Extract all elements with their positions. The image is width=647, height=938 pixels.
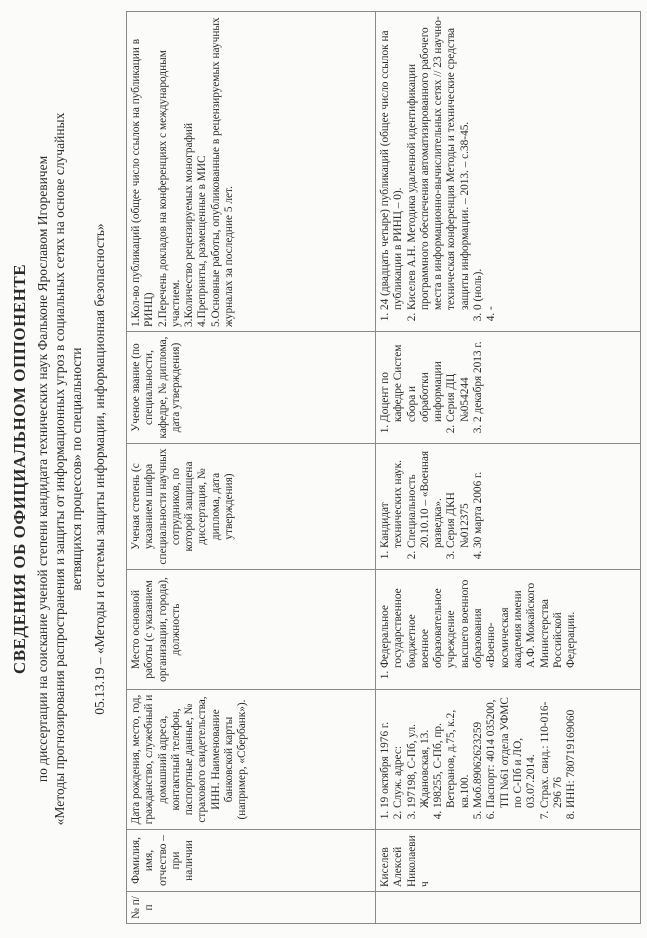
header-degree: Ученая степень (с указанием шифра специальности научных сотрудников, по которой защищена диссертация, № диплома, дата утверждения) xyxy=(127,444,376,570)
table-header-row xyxy=(127,12,376,924)
header-personal: Дата рождения, место, год, гражданство, служебный и домашний адреса, контактный телефон, паспортные данные, № страхового свидетельства, ИНН. Наименование банковской карты (например, «Сбербанк»). xyxy=(127,690,376,830)
specialty-line: 05.13.19 – «Методы и системы защиты информации, информационная безопасность» xyxy=(92,223,107,715)
list-item: 4. 198255, С-Пб, пр. Ветеранов, д.75, к.2, кв.100. xyxy=(432,694,472,808)
header-name: Фамилия, имя, отчество – при наличии xyxy=(127,830,376,892)
cell-publications xyxy=(376,12,641,332)
list-item: 3. 0 (ноль). xyxy=(472,16,485,310)
cell-title xyxy=(376,332,641,444)
subtitle-line-2: «Методы прогнозирования распространения и защиты от информационных угроз в социальных сетях на основе случайных xyxy=(52,112,67,826)
degree-list xyxy=(379,448,485,565)
document-title: СВЕДЕНИЯ ОБ ОФИЦИАЛЬНОМ ОППОНЕНТЕ xyxy=(10,263,29,675)
list-item: 2. Киселев А.Н. Методика удаленной идентификации программного обеспечения автоматизированного рабочего места в информационно-вычислительных сетях // 23 научно-техническая конференция Методы и технические средства защиты информации. – 2013. – с.38-45. xyxy=(406,16,472,310)
list-item: 6. Паспорт: 4014 035200, ТП №61 отдела УФМС по С-Пб и ЛО, 03.07.2014. xyxy=(485,694,538,808)
first-name: Алексей xyxy=(392,846,405,887)
header-publications-item: 2.Перечень докладов на конференциях с международным участием. xyxy=(156,50,182,327)
subtitle-line-1: по диссертации на соискание ученой степени кандидата технических наук Фальконе Ярославом Игоревичем xyxy=(35,155,50,783)
header-title: Ученое звание (по специальности, кафедре, № диплома, дата утверждения) xyxy=(127,332,376,444)
cell-work xyxy=(376,570,641,690)
cell-personal xyxy=(376,690,641,830)
patronymic: Николаевич xyxy=(405,835,431,887)
list-item: 5. Моб.89062623259 xyxy=(472,694,485,808)
list-item: 2. Служ. адрес: xyxy=(392,694,405,808)
header-publications-item: 4.Препринты, размещенные в МИС xyxy=(196,155,209,327)
cell-degree xyxy=(376,444,641,570)
cell-num xyxy=(376,892,641,924)
header-publications-item: 5.Основные работы, опубликованные в рецензируемых научных журналах за последние 5 лет. xyxy=(209,17,236,327)
list-item: 3. 2 декабря 2013 г. xyxy=(472,336,485,422)
list-item: 3. 197198, С-Пб, ул. Ждановская, 13. xyxy=(406,694,433,808)
header-publications-item: 1.Кол-во публикаций (общее число ссылок на публикации в РИНЦ) xyxy=(130,38,156,327)
subtitle-line-3: ветвящихся процессов» по специальности xyxy=(69,347,84,591)
cell-name xyxy=(376,830,641,892)
list-item: 3. Серия ДКН №012375 xyxy=(445,448,472,548)
header-work: Место основной работы (с указанием организации, города), должность xyxy=(127,570,376,690)
list-item: 1. 24 (двадцать четыре) публикаций (общее число ссылок на публикации в РИНЦ – 0). xyxy=(379,16,406,310)
personal-list xyxy=(379,694,578,825)
list-item: 4. 30 марта 2006 г. xyxy=(472,448,485,548)
list-item: 8. ИНН: 780719169060 xyxy=(565,694,578,808)
list-item: 1. Доцент по кафедре Систем сбора и обработки информации xyxy=(379,336,445,422)
header-num: № п/п xyxy=(127,892,376,924)
table-row xyxy=(376,12,641,924)
surname: Киселев xyxy=(379,847,391,887)
opponent-info-table xyxy=(126,11,641,924)
header-publications-item: 3.Количество рецензируемых монографий xyxy=(183,123,196,327)
list-item: 1. Кандидат технических наук. xyxy=(379,448,406,548)
header-publications xyxy=(127,12,376,332)
list-item: 1. 19 октября 1976 г. xyxy=(379,694,392,808)
list-item: 2. Специальность 20.10.10 – «Военная разведка». xyxy=(406,448,446,548)
list-item: 7. Страх. свид.: 110-016-296 76 xyxy=(539,694,566,808)
title-list xyxy=(379,336,485,439)
heading-block xyxy=(10,16,109,922)
list-item: 4. - xyxy=(485,16,498,310)
list-item: 2. Серия ДЦ №054244 xyxy=(445,336,472,422)
list-item: 1. Федеральное государственное бюджетное военное образовательное учреждение высшего военного образования «Военно-космическая академия имени А.Ф. Можайского Министерства Российской Федерации. xyxy=(379,574,578,668)
publications-list xyxy=(379,16,499,327)
work-list xyxy=(379,574,578,685)
